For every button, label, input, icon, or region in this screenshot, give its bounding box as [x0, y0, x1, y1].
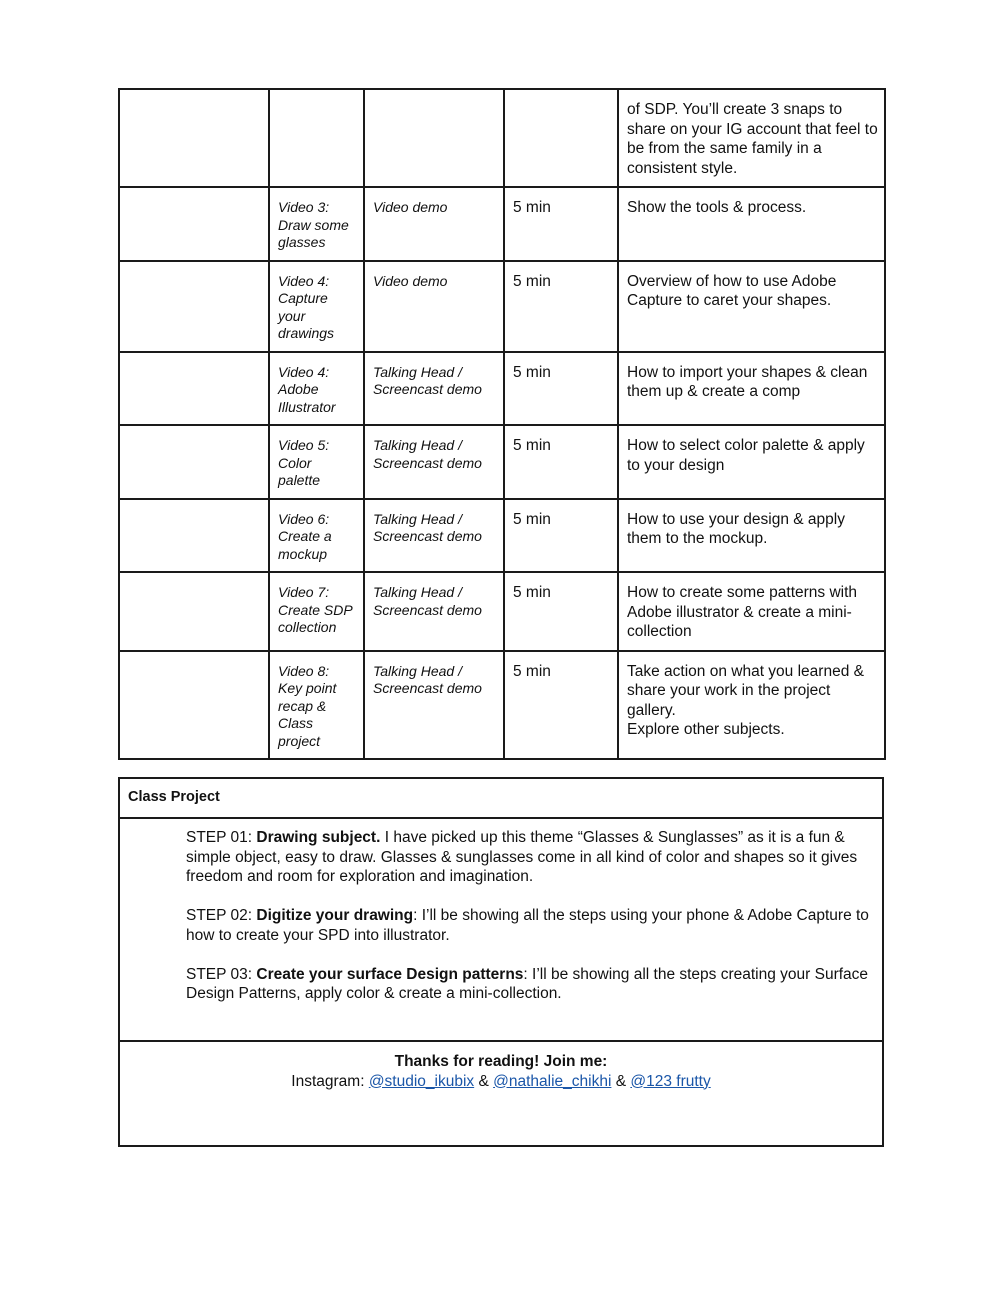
schedule-blank-cell — [119, 89, 269, 187]
video-description-cell — [618, 572, 885, 651]
video-format-cell: Talking Head / Screencast demo — [364, 651, 504, 760]
schedule-row — [119, 261, 885, 352]
step-03-title: Create your surface Design patterns — [256, 965, 524, 983]
video-description-cell — [618, 651, 885, 760]
video-title-cell: Video 6: Create a mockup — [269, 499, 364, 573]
video-description-cell — [618, 425, 885, 499]
schedule-row — [119, 651, 885, 760]
schedule-row — [119, 89, 885, 187]
video-format-cell: Talking Head / Screencast demo — [364, 572, 504, 651]
video-description-line: Show the tools & process. — [627, 199, 807, 216]
separator-2: & — [611, 1072, 631, 1090]
thanks-text: Thanks for reading! Join me: — [394, 1053, 608, 1070]
video-description-cell — [618, 499, 885, 573]
schedule-row — [119, 499, 885, 573]
schedule-body — [119, 89, 885, 759]
instagram-line — [121, 1072, 881, 1092]
video-format-cell: Video demo — [364, 261, 504, 352]
instagram-link-studio-ikubix[interactable]: @studio_ikubix — [368, 1072, 475, 1090]
class-project-footer — [119, 1041, 883, 1146]
video-format-cell: Talking Head / Screencast demo — [364, 425, 504, 499]
schedule-table — [118, 88, 886, 760]
schedule-blank-cell — [119, 352, 269, 426]
video-description-cell — [618, 261, 885, 352]
video-description-line: Take action on what you learned & share your work in the project gallery. — [627, 662, 864, 719]
video-duration-cell: 5 min — [504, 187, 618, 261]
video-title-cell — [269, 89, 364, 187]
video-description-line: How to create some patterns with Adobe illustrator & create a mini-collection — [627, 584, 858, 640]
schedule-blank-cell — [119, 261, 269, 352]
video-description-line: How to import your shapes & clean them up & create a comp — [627, 363, 868, 400]
separator-1: & — [474, 1072, 494, 1090]
class-project-table — [118, 777, 884, 1147]
video-title-cell: Video 3: Draw some glasses — [269, 187, 364, 261]
step-02-prefix: STEP 02: — [186, 907, 257, 924]
schedule-blank-cell — [119, 572, 269, 651]
video-duration-cell: 5 min — [504, 651, 618, 760]
step-01-prefix: STEP 01: — [186, 829, 257, 846]
step-03-text: : I’ll be showing all the steps creating your Surface Design Patterns, apply color & create a mini-collection. — [186, 965, 869, 1002]
step-01-title: Drawing subject. — [256, 829, 381, 846]
schedule-blank-cell — [119, 651, 269, 760]
step-02 — [186, 906, 872, 945]
video-description-cell — [618, 352, 885, 426]
video-duration-cell: 5 min — [504, 425, 618, 499]
video-duration-cell: 5 min — [504, 499, 618, 573]
video-duration-cell: 5 min — [504, 352, 618, 426]
step-01-text: I have picked up this theme “Glasses & Sunglasses” as it is a fun & simple object, easy to draw. Glasses & sunglasses come in all kind of color and shapes so it gives freedom and room for exploration and imagination. — [186, 829, 858, 885]
schedule-row — [119, 425, 885, 499]
instagram-link-123-frutty[interactable]: @123 frutty — [630, 1072, 711, 1090]
video-format-cell — [364, 89, 504, 187]
schedule-row — [119, 572, 885, 651]
step-01 — [186, 828, 872, 887]
schedule-row — [119, 352, 885, 426]
video-description-cell — [618, 89, 885, 187]
video-description-line: How to use your design & apply them to the mockup. — [627, 510, 845, 547]
class-project-steps — [119, 818, 883, 1041]
video-description-line: of SDP. You’ll create 3 snaps to share on your IG account that feel to be from the same family in a consistent style. — [627, 101, 878, 177]
video-format-cell: Talking Head / Screencast demo — [364, 499, 504, 573]
video-format-cell: Video demo — [364, 187, 504, 261]
video-title-cell: Video 4: Adobe Illustrator — [269, 352, 364, 426]
video-title-cell: Video 4: Capture your drawings — [269, 261, 364, 352]
video-description-line: Explore other subjects. — [627, 721, 785, 738]
instagram-label: Instagram: — [291, 1072, 369, 1090]
instagram-link-nathalie-chikhi[interactable]: @nathalie_chikhi — [493, 1072, 612, 1090]
video-duration-cell: 5 min — [504, 261, 618, 352]
video-description-line: Overview of how to use Adobe Capture to caret your shapes. — [627, 272, 837, 309]
video-title-cell: Video 5: Color palette — [269, 425, 364, 499]
schedule-row — [119, 187, 885, 261]
step-02-title: Digitize your drawing — [256, 907, 414, 924]
step-03 — [186, 965, 872, 1004]
video-title-cell: Video 7: Create SDP collection — [269, 572, 364, 651]
schedule-blank-cell — [119, 187, 269, 261]
video-description-cell — [618, 187, 885, 261]
video-description-line: How to select color palette & apply to your design — [627, 437, 865, 474]
step-02-text: : I’ll be showing all the steps using your phone & Adobe Capture to how to create your SPD into illustrator. — [186, 907, 869, 944]
video-format-cell: Talking Head / Screencast demo — [364, 352, 504, 426]
step-03-prefix: STEP 03: — [186, 965, 257, 983]
class-project-heading: Class Project — [119, 778, 883, 818]
schedule-blank-cell — [119, 499, 269, 573]
schedule-blank-cell — [119, 425, 269, 499]
video-duration-cell: 5 min — [504, 572, 618, 651]
video-duration-cell — [504, 89, 618, 187]
video-title-cell: Video 8: Key point recap & Class project — [269, 651, 364, 760]
